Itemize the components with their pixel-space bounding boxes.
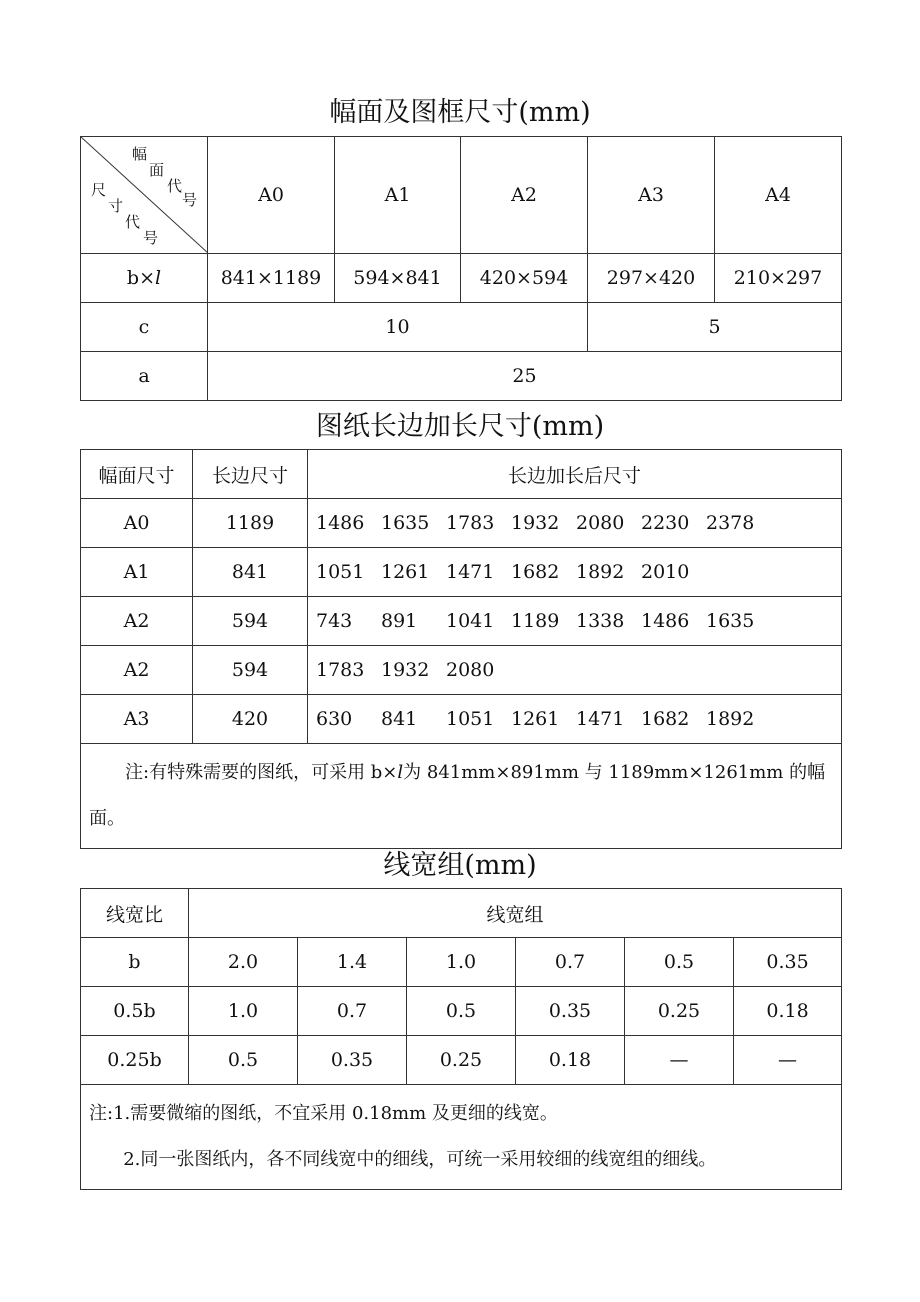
note-text-l: l (397, 762, 404, 783)
header-sheet-size: 幅面尺寸 (81, 450, 193, 499)
width-cell: 0.18 (734, 987, 842, 1036)
header-extended-size: 长边加长后尺寸 (308, 450, 842, 499)
row-label-l: l (155, 267, 162, 289)
extended-values-cell (308, 695, 842, 744)
extended-value: 1486 (316, 512, 365, 534)
size-cell: A2 (81, 597, 193, 646)
table-row (81, 695, 842, 744)
width-cell: 0.25 (407, 1036, 516, 1085)
width-cell: 0.35 (734, 938, 842, 987)
width-cell: 1.4 (298, 938, 407, 987)
corner-top-char: 代 (167, 177, 183, 195)
extended-value: 743 (316, 610, 353, 632)
table3-title: 线宽组(mm) (383, 850, 537, 881)
extended-values-cell (308, 499, 842, 548)
extended-value: 1783 (316, 659, 365, 681)
long-side-cell: 1189 (193, 499, 308, 548)
width-cell: 1.0 (189, 987, 298, 1036)
header-long-side: 长边尺寸 (193, 450, 308, 499)
table-row (81, 938, 842, 987)
extended-value: 891 (381, 610, 418, 632)
extended-value: 1635 (706, 610, 755, 632)
extended-value: 1051 (316, 561, 365, 583)
diagonal-header-cell (81, 137, 208, 254)
corner-top-char: 面 (149, 161, 165, 179)
extended-value: 1783 (446, 512, 495, 534)
corner-top-char: 幅 (132, 145, 148, 163)
cell-bxl-a1: 594×841 (335, 254, 461, 303)
extended-value: 1682 (641, 708, 690, 730)
ratio-cell: 0.5b (81, 987, 189, 1036)
cell-c-a0-a2: 10 (208, 303, 588, 352)
extended-value: 1932 (381, 659, 430, 681)
width-cell: 1.0 (407, 938, 516, 987)
cell-bxl-a4: 210×297 (715, 254, 842, 303)
table-row (81, 1036, 842, 1085)
table-row (81, 597, 842, 646)
width-cell: 0.7 (516, 938, 625, 987)
note-line-1: 注:1.需要微缩的图纸，不宜采用 0.18mm 及更细的线宽。 (89, 1103, 558, 1124)
extended-value: 2230 (641, 512, 690, 534)
width-cell: 2.0 (189, 938, 298, 987)
ratio-cell: 0.25b (81, 1036, 189, 1085)
table2-title: 图纸长边加长尺寸(mm) (315, 411, 605, 442)
extended-value: 1471 (576, 708, 625, 730)
width-cell: 0.5 (189, 1036, 298, 1085)
extended-value: 1261 (511, 708, 560, 730)
row-label-a: a (81, 352, 208, 401)
note-text-part2: 为 841mm×891mm 与 1189mm×1261mm 的幅面。 (89, 762, 826, 829)
corner-top-char: 号 (182, 191, 198, 209)
extended-value: 1189 (511, 610, 560, 632)
corner-bottom-char: 寸 (108, 197, 124, 215)
extended-value: 1261 (381, 561, 430, 583)
extension-table (80, 449, 842, 849)
extended-value: 1486 (641, 610, 690, 632)
corner-bottom-char: 代 (125, 213, 141, 231)
table3-note (81, 1085, 842, 1190)
extended-value: 2378 (706, 512, 755, 534)
column-header-a3: A3 (588, 137, 715, 254)
row-label-bxl (81, 254, 208, 303)
column-header-a0: A0 (208, 137, 335, 254)
extended-value: 1932 (511, 512, 560, 534)
note-line-2: 2.同一张图纸内，各不同线宽中的细线，可统一采用较细的线宽组的细线。 (123, 1149, 717, 1170)
width-cell: 0.7 (298, 987, 407, 1036)
extended-value: 841 (381, 708, 418, 730)
note-text-part1: 注:有特殊需要的图纸，可采用 b× (125, 762, 398, 783)
extended-value: 2010 (641, 561, 690, 583)
table-row (81, 548, 842, 597)
cell-bxl-a2: 420×594 (461, 254, 588, 303)
extended-value: 2080 (446, 659, 495, 681)
row-label-b: b× (126, 267, 155, 289)
cell-bxl-a3: 297×420 (588, 254, 715, 303)
width-cell: 0.5 (407, 987, 516, 1036)
table1-title: 幅面及图框尺寸(mm) (329, 97, 591, 128)
size-cell: A1 (81, 548, 193, 597)
cell-bxl-a0: 841×1189 (208, 254, 335, 303)
width-cell: 0.5 (625, 938, 734, 987)
size-cell: A3 (81, 695, 193, 744)
size-cell: A2 (81, 646, 193, 695)
extended-value: 1892 (576, 561, 625, 583)
sheet-size-table (80, 136, 842, 401)
table2-note (81, 744, 842, 849)
long-side-cell: 594 (193, 597, 308, 646)
cell-a-all: 25 (208, 352, 842, 401)
corner-bottom-char: 尺 (91, 181, 107, 199)
extended-value: 1051 (446, 708, 495, 730)
header-line-ratio: 线宽比 (81, 889, 189, 938)
extended-value: 1338 (576, 610, 625, 632)
ratio-cell: b (81, 938, 189, 987)
corner-bottom-char: 号 (143, 229, 159, 247)
extended-values-cell (308, 646, 842, 695)
extended-value: 1471 (446, 561, 495, 583)
width-cell: 0.35 (516, 987, 625, 1036)
width-cell: 0.35 (298, 1036, 407, 1085)
width-cell: 0.25 (625, 987, 734, 1036)
extended-value: 1892 (706, 708, 755, 730)
width-cell: — (734, 1036, 842, 1085)
size-cell: A0 (81, 499, 193, 548)
extended-value: 630 (316, 708, 353, 730)
width-cell: 0.18 (516, 1036, 625, 1085)
table-row (81, 646, 842, 695)
column-header-a4: A4 (715, 137, 842, 254)
extended-values-cell (308, 597, 842, 646)
row-label-c: c (81, 303, 208, 352)
column-header-a1: A1 (335, 137, 461, 254)
column-header-a2: A2 (461, 137, 588, 254)
width-cell: — (625, 1036, 734, 1085)
long-side-cell: 841 (193, 548, 308, 597)
extended-value: 1635 (381, 512, 430, 534)
line-width-table (80, 888, 842, 1190)
extended-value: 1041 (446, 610, 495, 632)
header-line-group: 线宽组 (189, 889, 842, 938)
long-side-cell: 420 (193, 695, 308, 744)
extended-value: 2080 (576, 512, 625, 534)
table-row (81, 987, 842, 1036)
cell-c-a3-a4: 5 (588, 303, 842, 352)
extended-values-cell (308, 548, 842, 597)
long-side-cell: 594 (193, 646, 308, 695)
table-row (81, 499, 842, 548)
extended-value: 1682 (511, 561, 560, 583)
